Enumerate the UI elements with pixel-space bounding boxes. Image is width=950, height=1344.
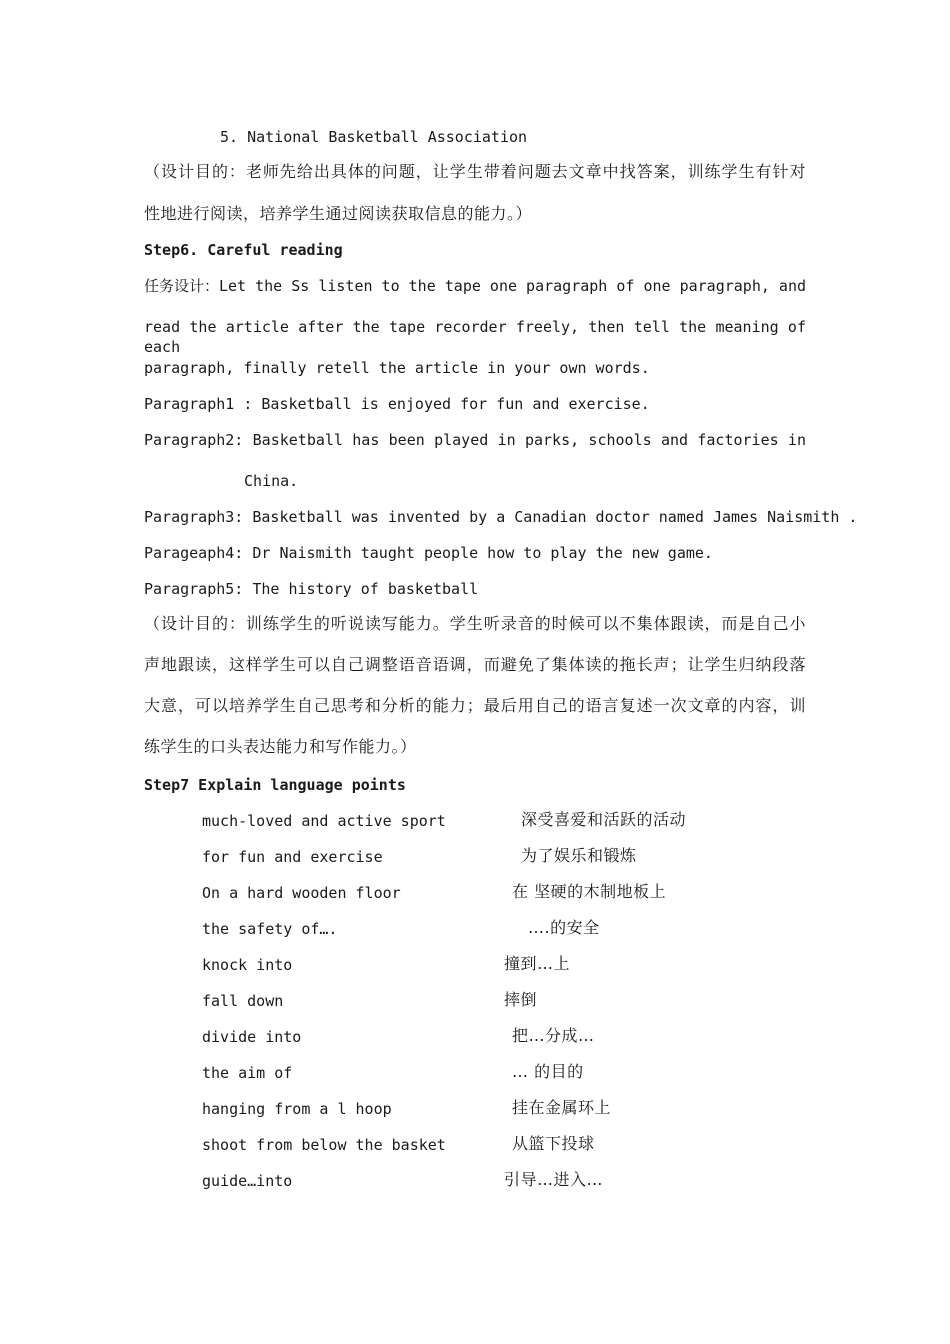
- language-point-translation: ….的安全: [528, 918, 600, 937]
- language-point-translation: 在 坚硬的木制地板上: [512, 882, 667, 901]
- language-point-term: shoot from below the basket: [202, 1136, 446, 1154]
- language-point-translation: 从篮下投球: [512, 1134, 595, 1153]
- language-point-term: the safety of….: [202, 920, 338, 938]
- language-point-term: much-loved and active sport: [202, 812, 446, 830]
- step7-heading: Step7 Explain language points: [144, 776, 406, 794]
- language-point-translation: 撞到…上: [504, 954, 571, 973]
- design-purpose-note-1-line-1: （设计目的：老师先给出具体的问题，让学生带着问题去文章中找答案，训练学生有针对: [144, 162, 806, 181]
- paragraph-3-summary: Paragraph3: Basketball was invented by a Canadian doctor named James Naismith .: [144, 508, 858, 526]
- language-point-translation: 把…分成…: [512, 1026, 595, 1045]
- language-point-term: for fun and exercise: [202, 848, 383, 866]
- design-purpose-note-2-line-4: 练学生的口头表达能力和写作能力。）: [144, 737, 417, 756]
- language-point-translation: … 的目的: [512, 1062, 584, 1081]
- task-design-line-2: read the article after the tape recorder freely, then tell the meaning of each: [144, 318, 806, 356]
- language-point-term: fall down: [202, 992, 284, 1010]
- language-point-term: divide into: [202, 1028, 302, 1046]
- paragraph-1-summary: Paragraph1 : Basketball is enjoyed for fun and exercise.: [144, 395, 650, 413]
- language-point-term: On a hard wooden floor: [202, 884, 401, 902]
- language-point-term: the aim of: [202, 1064, 293, 1082]
- task-design-line-1: 任务设计：Let the Ss listen to the tape one paragraph of one paragraph, and: [144, 277, 807, 295]
- language-point-translation: 摔倒: [504, 990, 538, 1009]
- design-purpose-note-2-line-1: （设计目的：训练学生的听说读写能力。学生听录音的时候可以不集体跟读，而是自己小: [144, 614, 806, 633]
- step6-heading: Step6. Careful reading: [144, 241, 343, 259]
- design-purpose-note-2-line-2: 声地跟读，这样学生可以自己调整语音语调，而避免了集体读的拖长声；让学生归纳段落: [144, 655, 806, 674]
- paragraph-2-summary-continued: China.: [244, 472, 299, 490]
- design-purpose-note-2-line-3: 大意，可以培养学生自己思考和分析的能力；最后用自己的语言复述一次文章的内容，训: [144, 696, 806, 715]
- language-point-translation: 挂在金属环上: [512, 1098, 612, 1117]
- language-point-term: hanging from a l hoop: [202, 1100, 392, 1118]
- task-design-line-3: paragraph, finally retell the article in your own words.: [144, 359, 650, 377]
- language-point-translation: 深受喜爱和活跃的活动: [521, 810, 687, 829]
- language-point-term: guide…into: [202, 1172, 293, 1190]
- language-point-term: knock into: [202, 956, 293, 974]
- list-item-national-basketball-association: 5. National Basketball Association: [220, 128, 528, 146]
- language-point-translation: 为了娱乐和锻炼: [521, 846, 637, 865]
- paragraph-4-summary: Parageaph4: Dr Naismith taught people how to play the new game.: [144, 544, 713, 562]
- language-point-translation: 引导…进入…: [504, 1170, 604, 1189]
- paragraph-2-summary: Paragraph2: Basketball has been played in parks, schools and factories in: [144, 431, 806, 449]
- design-purpose-note-1-line-2: 性地进行阅读，培养学生通过阅读获取信息的能力。）: [144, 204, 533, 223]
- paragraph-5-summary: Paragraph5: The history of basketball: [144, 580, 479, 598]
